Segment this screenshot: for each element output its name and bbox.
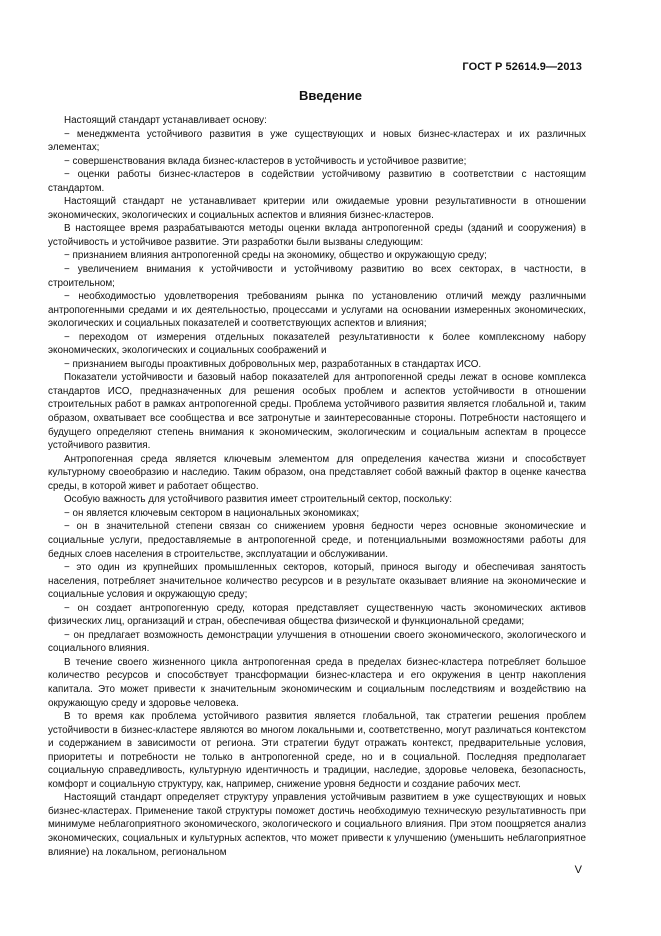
paragraph: Настоящий стандарт определяет структуру управления устойчивым развитием в уже существующих и новых бизнес-кластерах. Применение такой структуры поможет достичь необходимую техническую результативность при минимуме неблагоприятного экономического, экологического и социального влияния. При этом поощряется анализ экономических, социальных и культурных аспектов, что может привести к улучшению (уменьшить неблагоприятное влияние) на локальном, региональном <box>48 792 586 858</box>
list-item: − необходимостью удовлетворения требованиям рынка по установлению отличий между различными антропогенными средами и их деятельностью, процессами и услугами на основании измеренных экономических, экологических и социальных показателей и соответствующих аспектов и влияния; <box>48 291 586 330</box>
list-item: − совершенствования вклада бизнес-кластеров в устойчивость и устойчивое развитие; <box>64 155 467 167</box>
list-item: − он предлагает возможность демонстрации улучшения в отношении своего экономического, экологического и социального влияния. <box>48 629 586 655</box>
paragraph: В то время как проблема устойчивого развития является глобальной, так стратегии решения проблем устойчивости в бизнес-кластере являются во многом локальными и, соответственно, могут различаться контекстом и содержанием в зависимости от региона. Эти стратегии будут отражать контекст, предварительные условия, приоритеты и потребности не только в антропогенной среде, но и в социальной. Последняя предполагает социальную справедливость, культурную идентичность и традиции, наследие, здоровье человека, безопасность, комфорт и социальную структуру, как, например, снижение уровня бедности и создание рабочих мест. <box>48 711 586 790</box>
list-item: − он в значительной степени связан со снижением уровня бедности через основные экономические и социальные услуги, предоставляемые в антропогенной среде, и потенциальными возможностями работы для бедных слоев населения в строительстве, эксплуатации и обслуживании. <box>48 521 586 560</box>
paragraph: Настоящий стандарт устанавливает основу: <box>64 115 267 126</box>
page-number: V <box>574 864 582 876</box>
list-item: − это один из крупнейших промышленных секторов, который, принося выгоду и обеспечивая занятость населения, потребляет значительное количество ресурсов и в результате оказывает влияние на экономические и социальные условия и окружающую среду; <box>48 562 586 601</box>
paragraph: В настоящее время разрабатываются методы оценки вклада антропогенной среды (зданий и сооружения) в устойчивость и устойчивое развитие. Эти разработки были вызваны следующим: <box>48 223 586 248</box>
paragraph: В течение своего жизненного цикла антропогенная среда в пределах бизнес-кластера потребляет большое количество ресурсов и способствует трансформации бизнес-кластера и его окружения в центр накопления капитала. Это может привести к значительным экономическим и социальным последствиям и воздействию на окружающую среду и здоровье человека. <box>48 656 586 709</box>
list-item: − признанием выгоды проактивных добровольных мер, разработанных в стандартах ИСО. <box>64 358 482 370</box>
document-code: ГОСТ Р 52614.9—2013 <box>462 61 582 73</box>
list-item: − переходом от измерения отдельных показателей результативности к более комплексному набору экономических, экологических и социальных соображений и <box>48 331 586 357</box>
paragraph: Антропогенная среда является ключевым элементом для определения качества жизни и способствует культурному своеобразию и наследию. Таким образом, она представляет собой важный фактор в оценке качества среды, в которой живет и работает общество. <box>48 453 586 492</box>
paragraph: Настоящий стандарт не устанавливает критерии или ожидаемые уровни результативности в отношении экономических, экологических и социальных аспектов и влияния бизнес-кластеров. <box>48 196 586 221</box>
list-item: − признанием влияния антропогенной среды на экономику, общество и окружающую среду; <box>64 250 487 262</box>
paragraph: Показатели устойчивости и базовый набор показателей для антропогенной среды лежат в основе комплекса стандартов ИСО, предназначенных для решения особых проблем и аспектов устойчивости в отношении строительных работ в рамках антропогенной среды. Проблема устойчивого развития является глобальной и, таким образом, охватывает все сообщества и все затронутые и заинтересованные стороны. Потребности настоящего и будущего определяют степень внимания к экономическим, экологическим и социальным аспектам в процессе устойчивого развития. <box>48 372 586 452</box>
body-text <box>48 114 586 859</box>
list-item: − оценки работы бизнес-кластеров в содействии устойчивому развитию в соответствии с настоящим стандартом. <box>48 169 586 194</box>
list-item: − он является ключевым сектором в национальных экономиках; <box>64 507 360 519</box>
paragraph: Особую важность для устойчивого развития имеет строительный сектор, поскольку: <box>64 494 453 506</box>
list-item: − увеличением внимания к устойчивости и устойчивому развитию во всех секторах, в частности, в строительном; <box>48 264 586 289</box>
list-item: − менеджмента устойчивого развития в уже существующих и новых бизнес-кластерах и их различных элементах; <box>48 128 586 154</box>
list-item: − он создает антропогенную среду, которая представляет существенную часть экономических активов физических лиц, организаций и стран, обеспечивая общества физической и функциональной средами; <box>48 602 586 628</box>
section-title: Введение <box>299 88 362 103</box>
